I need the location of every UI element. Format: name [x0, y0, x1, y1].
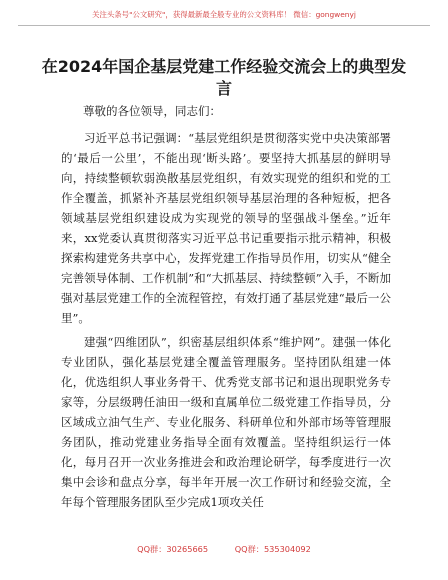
- paragraph-1: 习近平总书记强调：“基层党组织是贯彻落实党中央决策部署的‘最后一公里’，不能出现‘断头路’。要坚持大抓基层的鲜明导向，持续整顿软弱涣散基层党组织，有效实现党的组织和党的工作全覆盖，抓紧补齐基层党组织领导基层治理的各种短板，把各领域基层党组织建设成为实现党的领导的坚强战斗堡垒。”近年来，xx党委认真贯彻落实习近平总书记重要指示批示精神，积极探索构建党务共享中心，发挥党建工作指导员作用，切实从“健全完善领导体制、工作机制”和“大抓基层、持续整顿”入手，不断加强对基层党建工作的全流程管控，有效打通了基层党建“最后一公里”。: [61, 131, 391, 325]
- document-title: 在2024年国企基层党建工作经验交流会上的典型发言: [41, 57, 407, 98]
- footer: [0, 544, 448, 555]
- footer-qq-group-1: QQ群：30265665: [137, 544, 209, 554]
- header-note: 关注头条号"公文研究"，获得最新最全般专业的公文资料库！ 微信：gongwenyj: [92, 10, 356, 19]
- footer-qq-group-2: QQ群：535304092: [234, 544, 311, 554]
- document-body: [61, 101, 391, 512]
- greeting: 尊敬的各位领导，同志们：: [83, 104, 221, 118]
- header-divider: [18, 25, 430, 26]
- paragraph-2: 建强“四维团队”，织密基层组织体系“维护网”。建强一体化专业团队，强化基层党建全覆盖管理服务。坚持团队组建一体化，优选组织人事业务骨干、优秀党支部书记和退出现职党务专家等，分层级聘任油田一级和直属单位二级党建工作指导员，分区域成立油气生产、专业化服务、科研单位和外部市场等管理服务团队，推动党建业务指导全面有效覆盖。坚持组织运行一体化，每月召开一次业务推进会和政治理论研学，每季度进行一次集中会诊和盘点分享，每半年开展一次工作研讨和经验交流，全年每个管理服务团队至少完成1项攻关任: [61, 335, 391, 509]
